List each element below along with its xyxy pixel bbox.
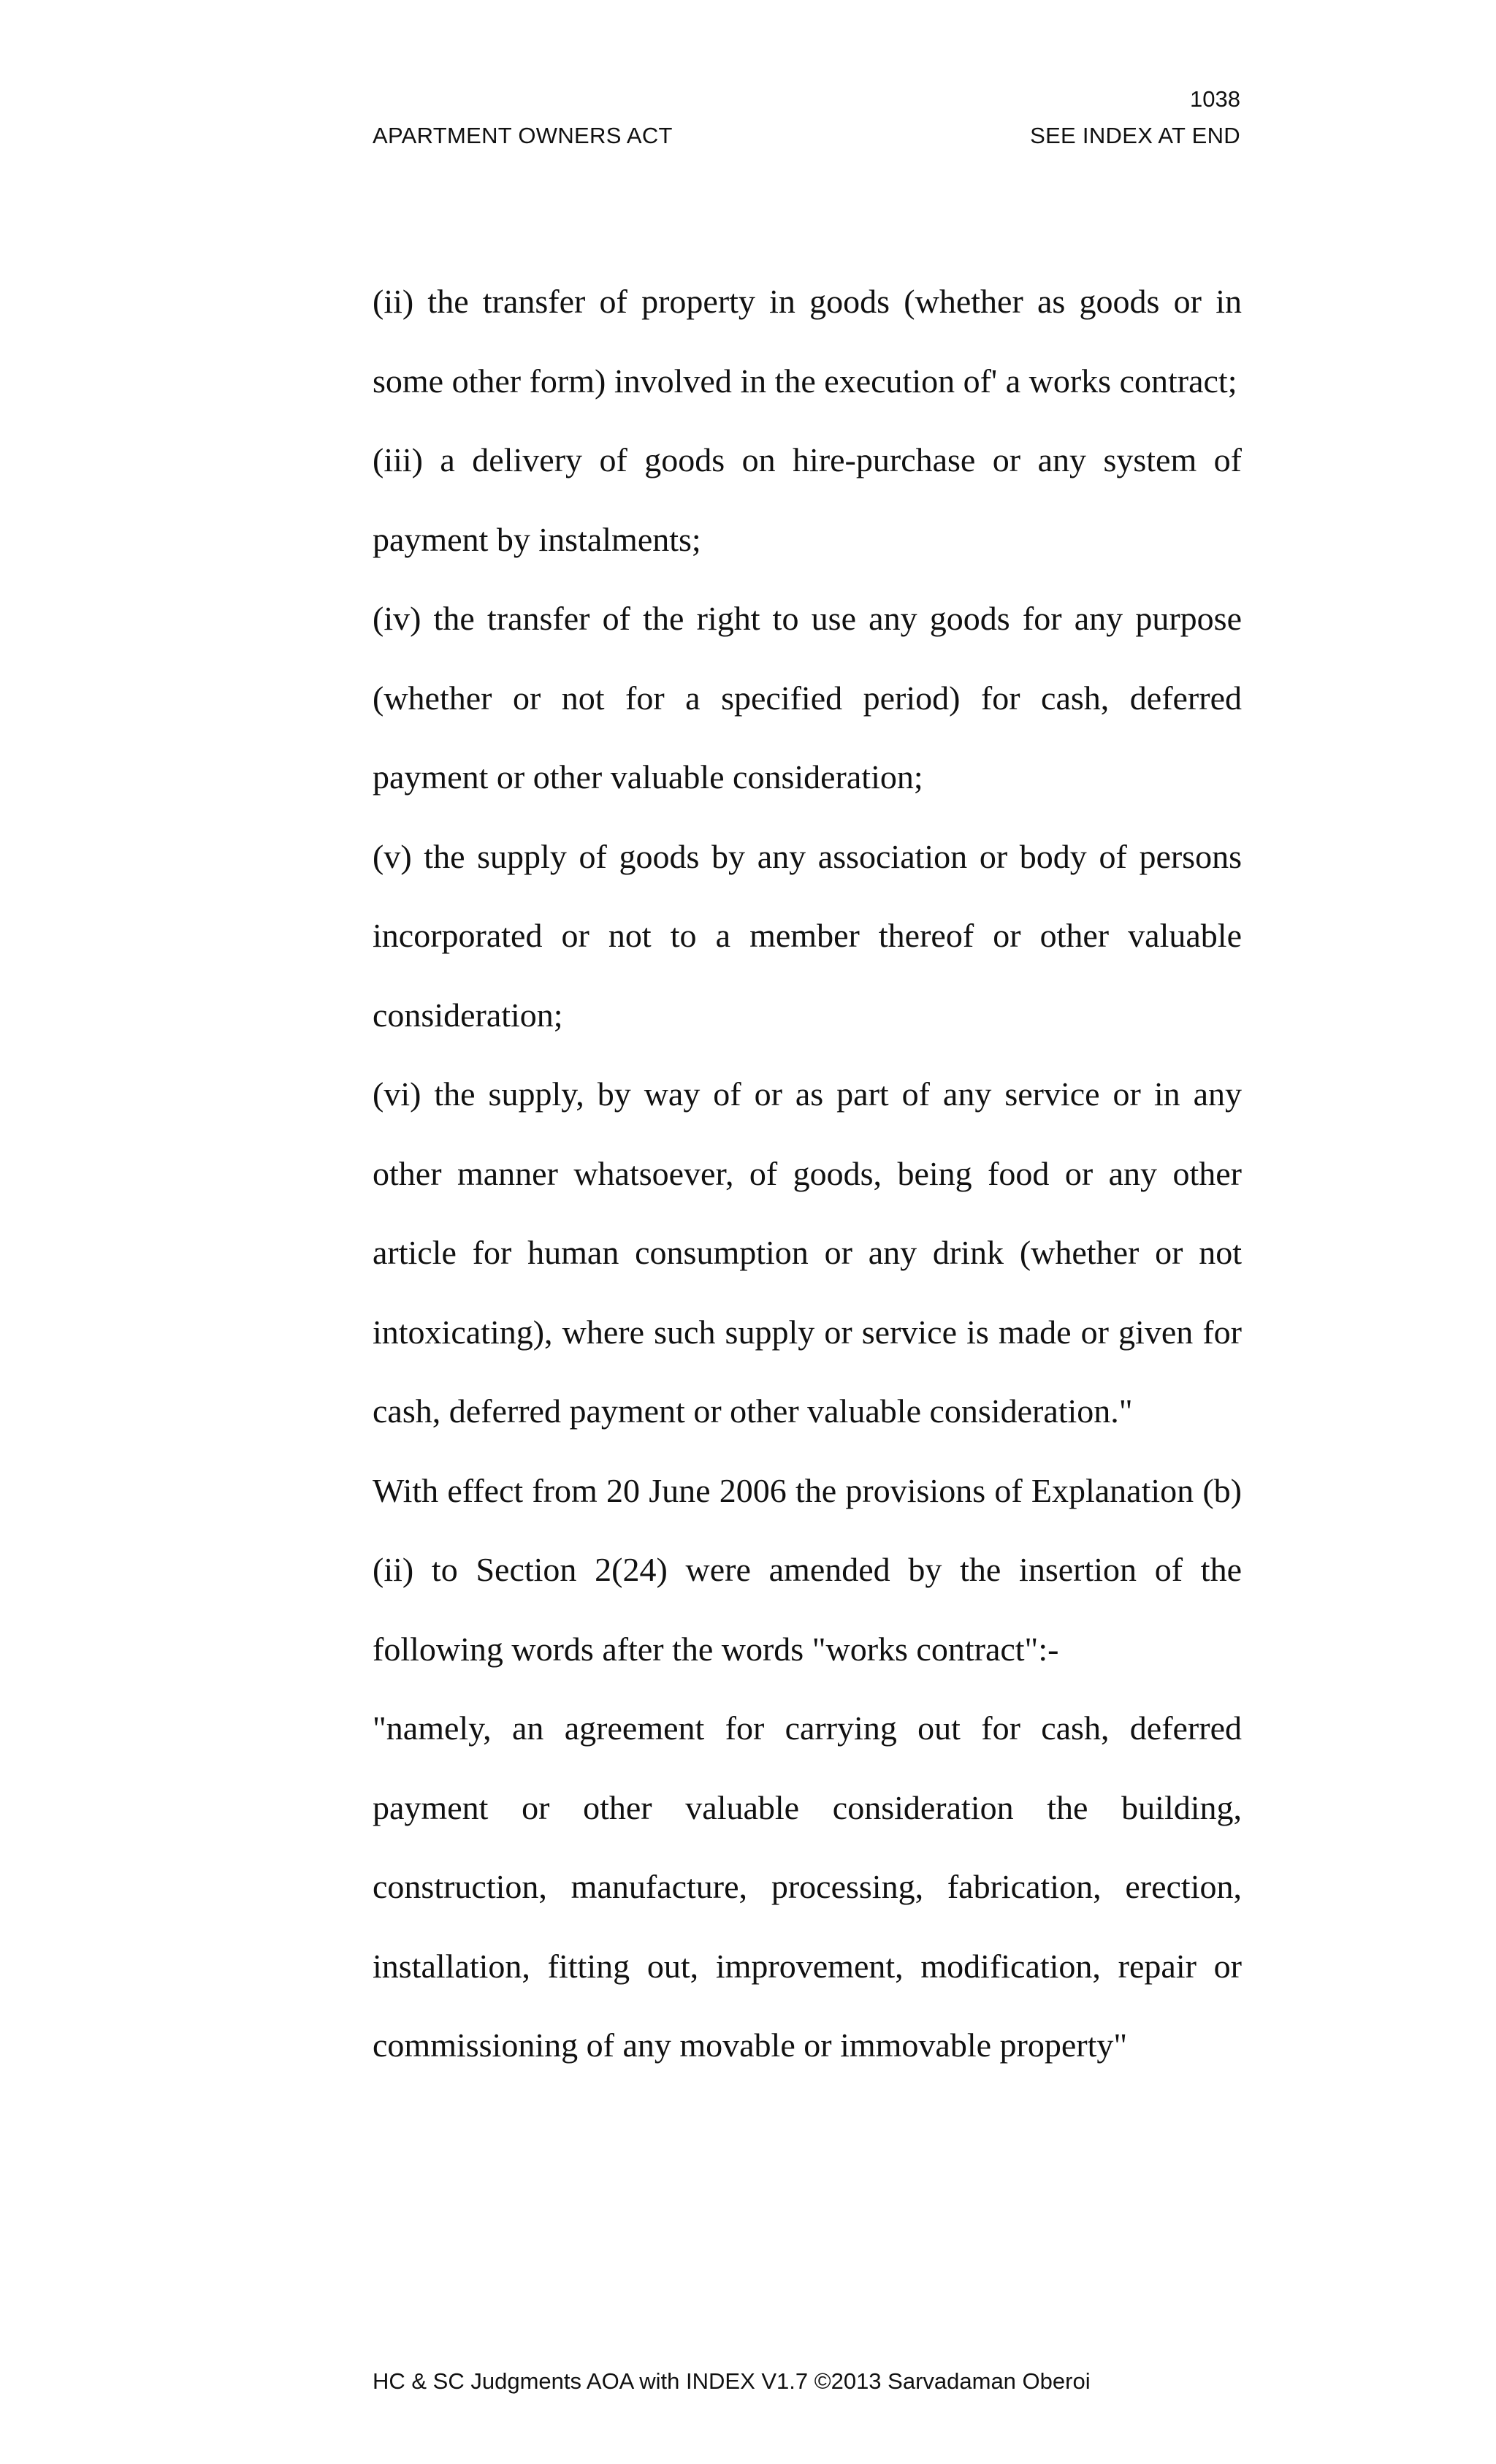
footer: HC & SC Judgments AOA with INDEX V1.7 ©2013 Sarvadaman Oberoi	[373, 2368, 1091, 2394]
body-text	[373, 262, 1242, 2086]
paragraph-clause-vi: (vi) the supply, by way of or as part of any service or in any other manner whatsoever, of goods, being food or any other article for human consumption or any drink (whether or not intoxicating), where such supply or service is made or given for cash, deferred payment or other valuable consideration."	[373, 1075, 1242, 1430]
paragraph-clause-ii: (ii) the transfer of property in goods (whether as goods or in some other form) involved in the execution of' a works contract;	[373, 283, 1242, 400]
paragraph-inserted-words: "namely, an agreement for carrying out for cash, deferred payment or other valuable consideration the building, construction, manufacture, processing, fabrication, erection, installation, fitting out, improvement, modification, repair or commissioning of any movable or immovable property"	[373, 1709, 1242, 2064]
running-header-right: SEE INDEX AT END	[1030, 123, 1240, 148]
paragraph-amendment-note: With effect from 20 June 2006 the provisions of Explanation (b)(ii) to Section 2(24) were amended by the insertion of the following words after the words "works contract":-	[373, 1471, 1242, 1668]
running-header-left: APARTMENT OWNERS ACT	[373, 123, 673, 148]
paragraph-clause-iv: (iv) the transfer of the right to use any goods for any purpose (whether or not for a specified period) for cash, deferred payment or other valuable consideration;	[373, 600, 1242, 796]
paragraph-clause-iii: (iii) a delivery of goods on hire-purchase or any system of payment by instalments;	[373, 441, 1242, 558]
paragraph-clause-v: (v) the supply of goods by any association or body of persons incorporated or not to a member thereof or other valuable consideration;	[373, 837, 1242, 1034]
page-number: 1038	[1190, 86, 1240, 112]
